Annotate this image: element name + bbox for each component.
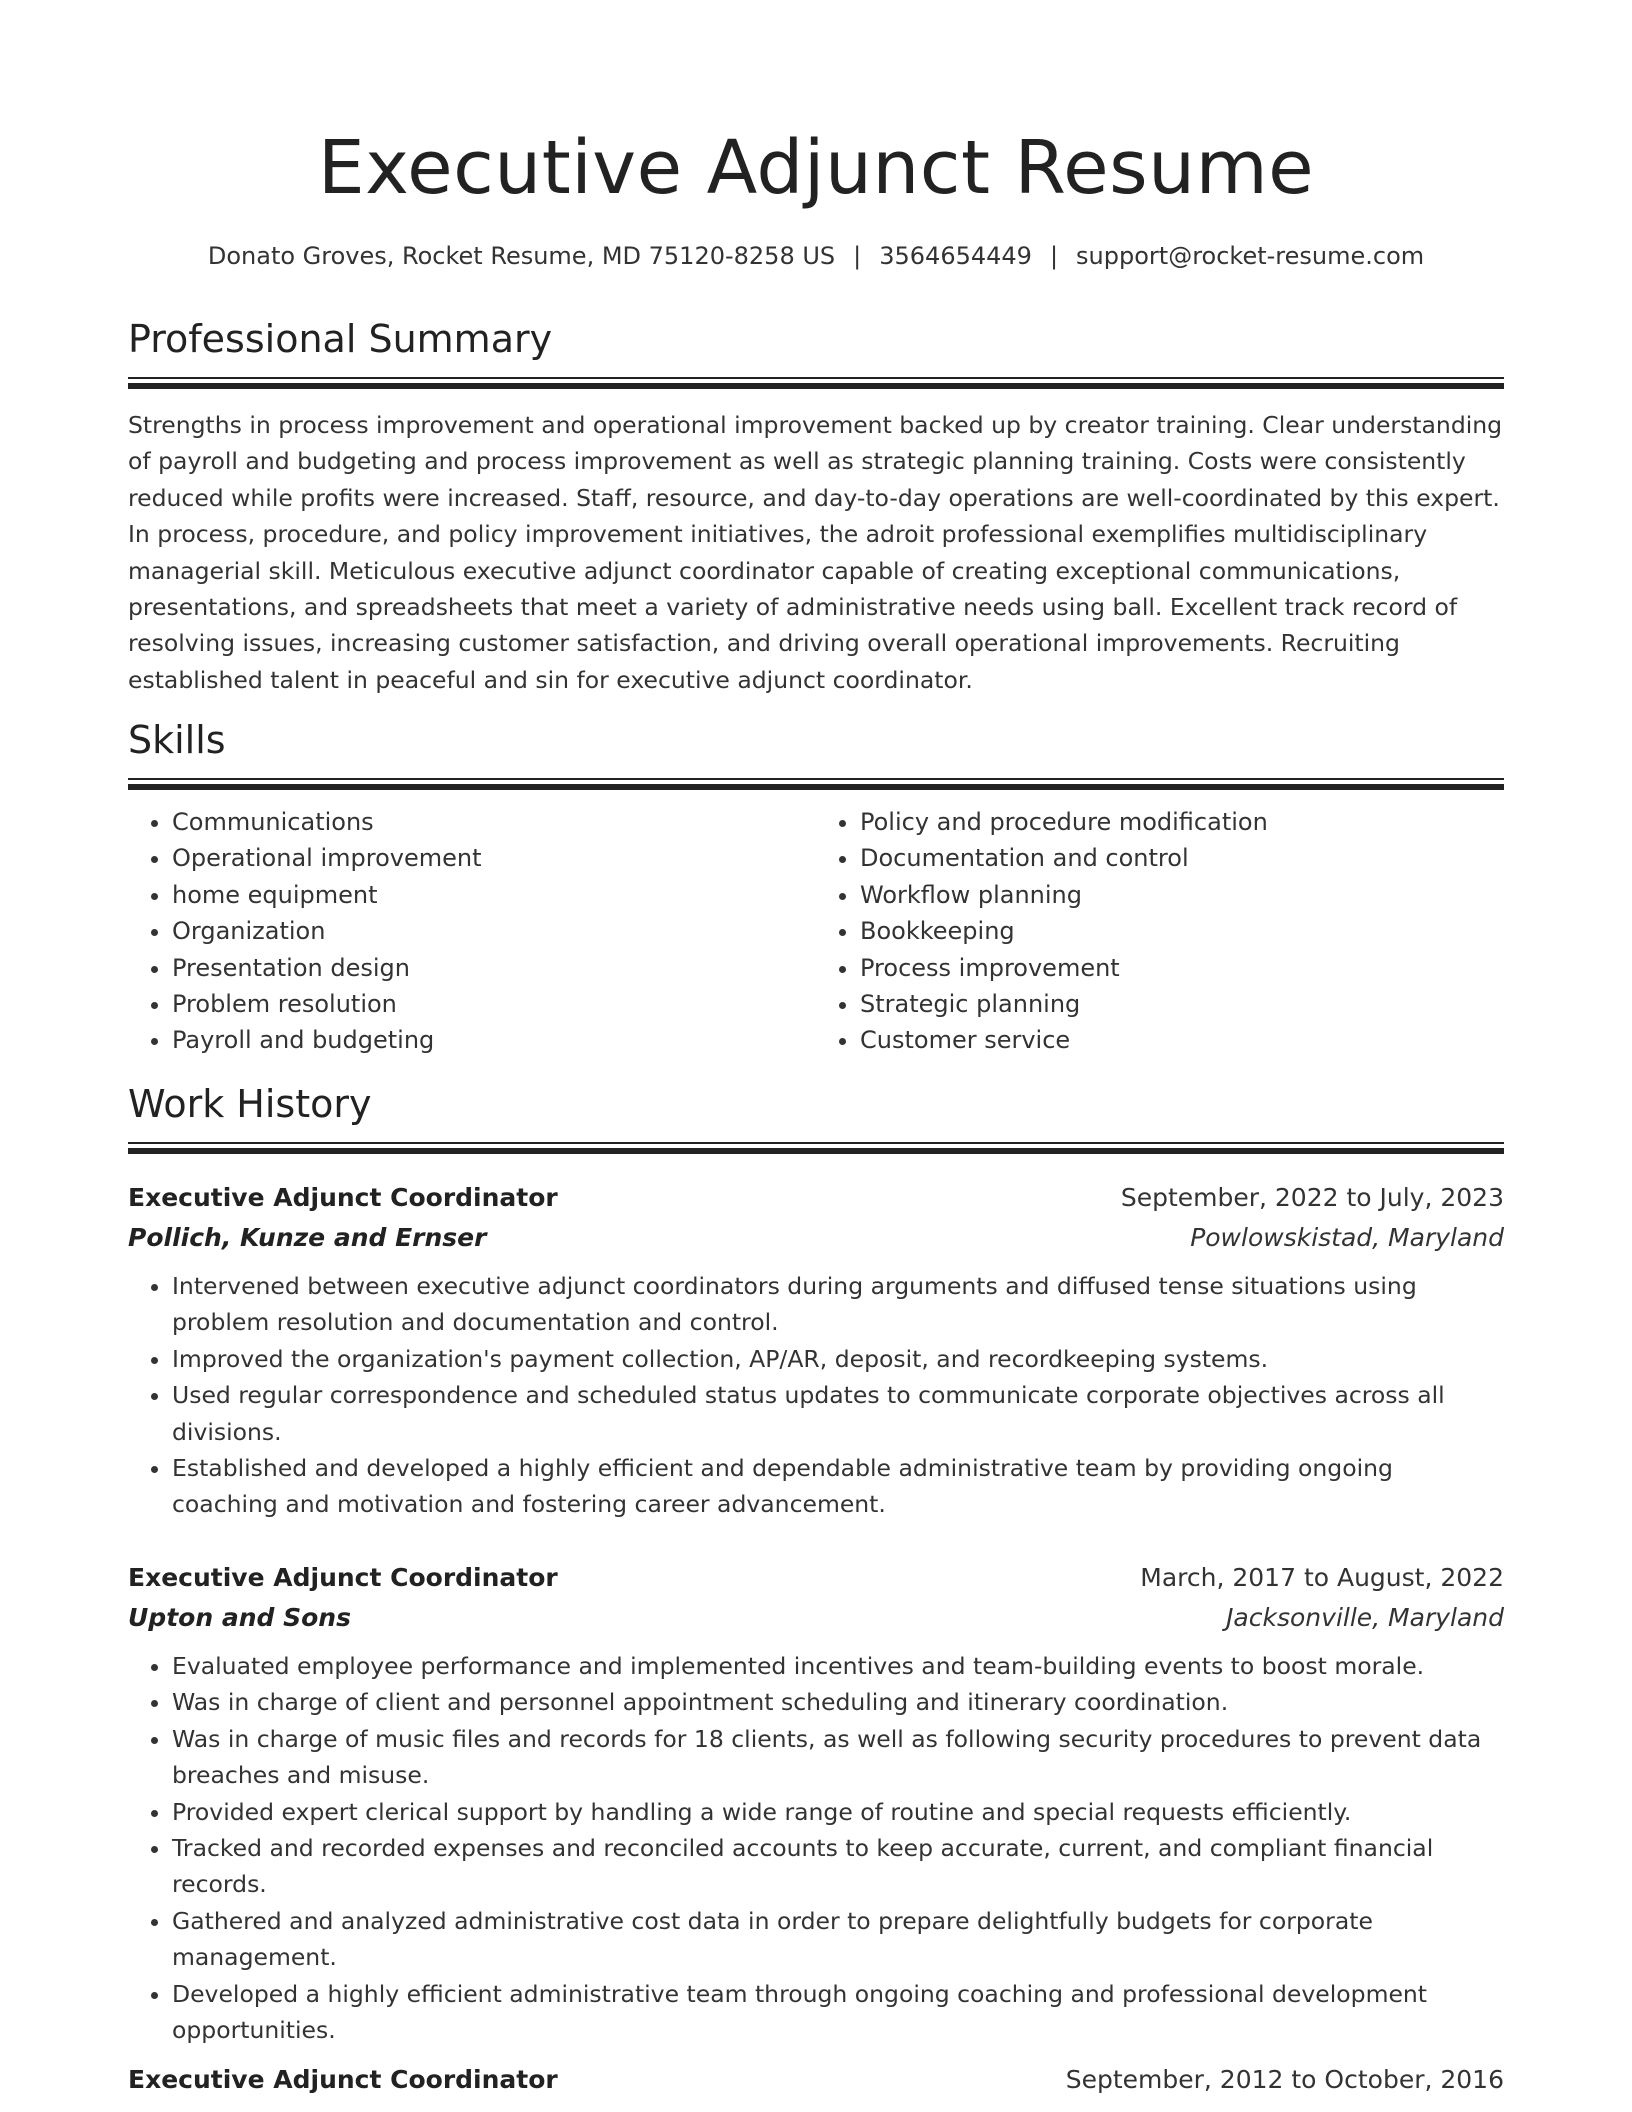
work-history-heading: Work History [128, 1082, 372, 1126]
job-bullet: • Gathered and analyzed administrative cost data in order to prepare delightfully budgets for corporate management. [172, 1903, 1504, 1976]
job-bullet: • Established and developed a highly efficient and dependable administrative team by providing ongoing coaching and motivation and fostering career advancement. [172, 1450, 1504, 1523]
job-header-row [128, 2060, 1504, 2100]
summary-text: Strengths in process improvement and operational improvement backed up by creator training. Clear understanding of payroll and budgeting and process improvement as well as strategic planning training. Costs were consistently reduced while profits were increased. Staff, resource, and day-to-day operations are well-coordinated by this expert. In process, procedure, and policy improvement initiatives, the adroit professional exemplifies multidisciplinary managerial skill. Meticulous executive adjunct coordinator capable of creating exceptional communications, presentations, and spreadsheets that meet a variety of administrative needs using ball. Excellent track record of resolving issues, increasing customer satisfaction, and driving overall operational improvements. Recruiting established talent in peaceful and sin for executive adjunct coordinator. [128, 411, 1503, 694]
section-divider [128, 1142, 1504, 1154]
skill-item: • Customer service [860, 1022, 1504, 1058]
job-bullet: • Was in charge of client and personnel appointment scheduling and itinerary coordination. [172, 1684, 1504, 1720]
job-dates: September, 2012 to October, 2016 [1065, 2065, 1504, 2094]
job-dates: March, 2017 to August, 2022 [1140, 1563, 1504, 1592]
skill-item: • Payroll and budgeting [172, 1022, 816, 1058]
job-company-row [128, 1598, 1504, 1638]
job-bullet-list [128, 1268, 1504, 1523]
skill-item: • Process improvement [860, 950, 1504, 986]
skills-section [128, 714, 1504, 1059]
job-header-row [128, 1178, 1504, 1218]
job-bullet: • Was in charge of music files and records for 18 clients, as well as following security procedures to prevent data breaches and misuse. [172, 1721, 1504, 1794]
job-bullet: • Intervened between executive adjunct coordinators during arguments and diffused tense situations using problem resolution and documentation and control. [172, 1268, 1504, 1341]
job-bullet: • Developed a highly efficient administrative team through ongoing coaching and professional development opportunities. [172, 1976, 1504, 2049]
section-divider [128, 377, 1504, 389]
work-history-section [128, 1078, 1504, 1154]
skills-list-left [128, 804, 816, 1059]
skill-item: • home equipment [172, 877, 816, 913]
summary-section [128, 313, 1504, 698]
job-bullet: • Improved the organization's payment collection, AP/AR, deposit, and recordkeeping systems. [172, 1341, 1504, 1377]
job-bullet: • Provided expert clerical support by handling a wide range of routine and special requests efficiently. [172, 1794, 1504, 1830]
skill-item: • Workflow planning [860, 877, 1504, 913]
contact-separator: | [1049, 242, 1059, 270]
skills-heading: Skills [128, 718, 226, 762]
job-bullet-list [128, 1648, 1504, 2048]
job-entry [128, 1178, 1504, 1523]
skill-item: • Bookkeeping [860, 913, 1504, 949]
job-bullet: • Used regular correspondence and scheduled status updates to communicate corporate objectives across all divisions. [172, 1377, 1504, 1450]
job-dates: September, 2022 to July, 2023 [1120, 1183, 1504, 1212]
job-bullet: • Tracked and recorded expenses and reconciled accounts to keep accurate, current, and compliant financial records. [172, 1830, 1504, 1903]
skills-grid [128, 804, 1504, 1059]
skill-item: • Documentation and control [860, 840, 1504, 876]
job-entry [128, 1558, 1504, 2048]
skill-item: • Organization [172, 913, 816, 949]
job-title: Executive Adjunct Coordinator [128, 1183, 558, 1212]
job-company: Upton and Sons [128, 1603, 351, 1632]
document-title: Executive Adjunct Resume [317, 125, 1315, 211]
job-company: Pollich, Kunze and Ernser [128, 1223, 487, 1252]
contact-address: Donato Groves, Rocket Resume, MD 75120-8258 US [207, 242, 836, 270]
job-title: Executive Adjunct Coordinator [128, 1563, 558, 1592]
job-bullet: • Evaluated employee performance and implemented incentives and team-building events to boost morale. [172, 1648, 1504, 1684]
job-title: Executive Adjunct Coordinator [128, 2065, 558, 2094]
job-location: Powlowskistad, Maryland [1190, 1223, 1504, 1252]
contact-phone: 3564654449 [879, 242, 1032, 270]
contact-separator: | [853, 242, 862, 270]
skill-item: • Communications [172, 804, 816, 840]
skill-item: • Operational improvement [172, 840, 816, 876]
skill-item: • Policy and procedure modification [860, 804, 1504, 840]
job-location: Jacksonville, Maryland [1226, 1603, 1504, 1632]
contact-line [128, 238, 1504, 274]
skills-list-right [816, 804, 1504, 1059]
skill-item: • Problem resolution [172, 986, 816, 1022]
contact-email: support@rocket-resume.com [1076, 242, 1425, 270]
job-company-row [128, 1218, 1504, 1258]
job-entry [128, 2060, 1504, 2100]
skill-item: • Strategic planning [860, 986, 1504, 1022]
job-header-row [128, 1558, 1504, 1598]
skill-item: • Presentation design [172, 950, 816, 986]
summary-heading: Professional Summary [128, 317, 553, 361]
section-divider [128, 778, 1504, 790]
